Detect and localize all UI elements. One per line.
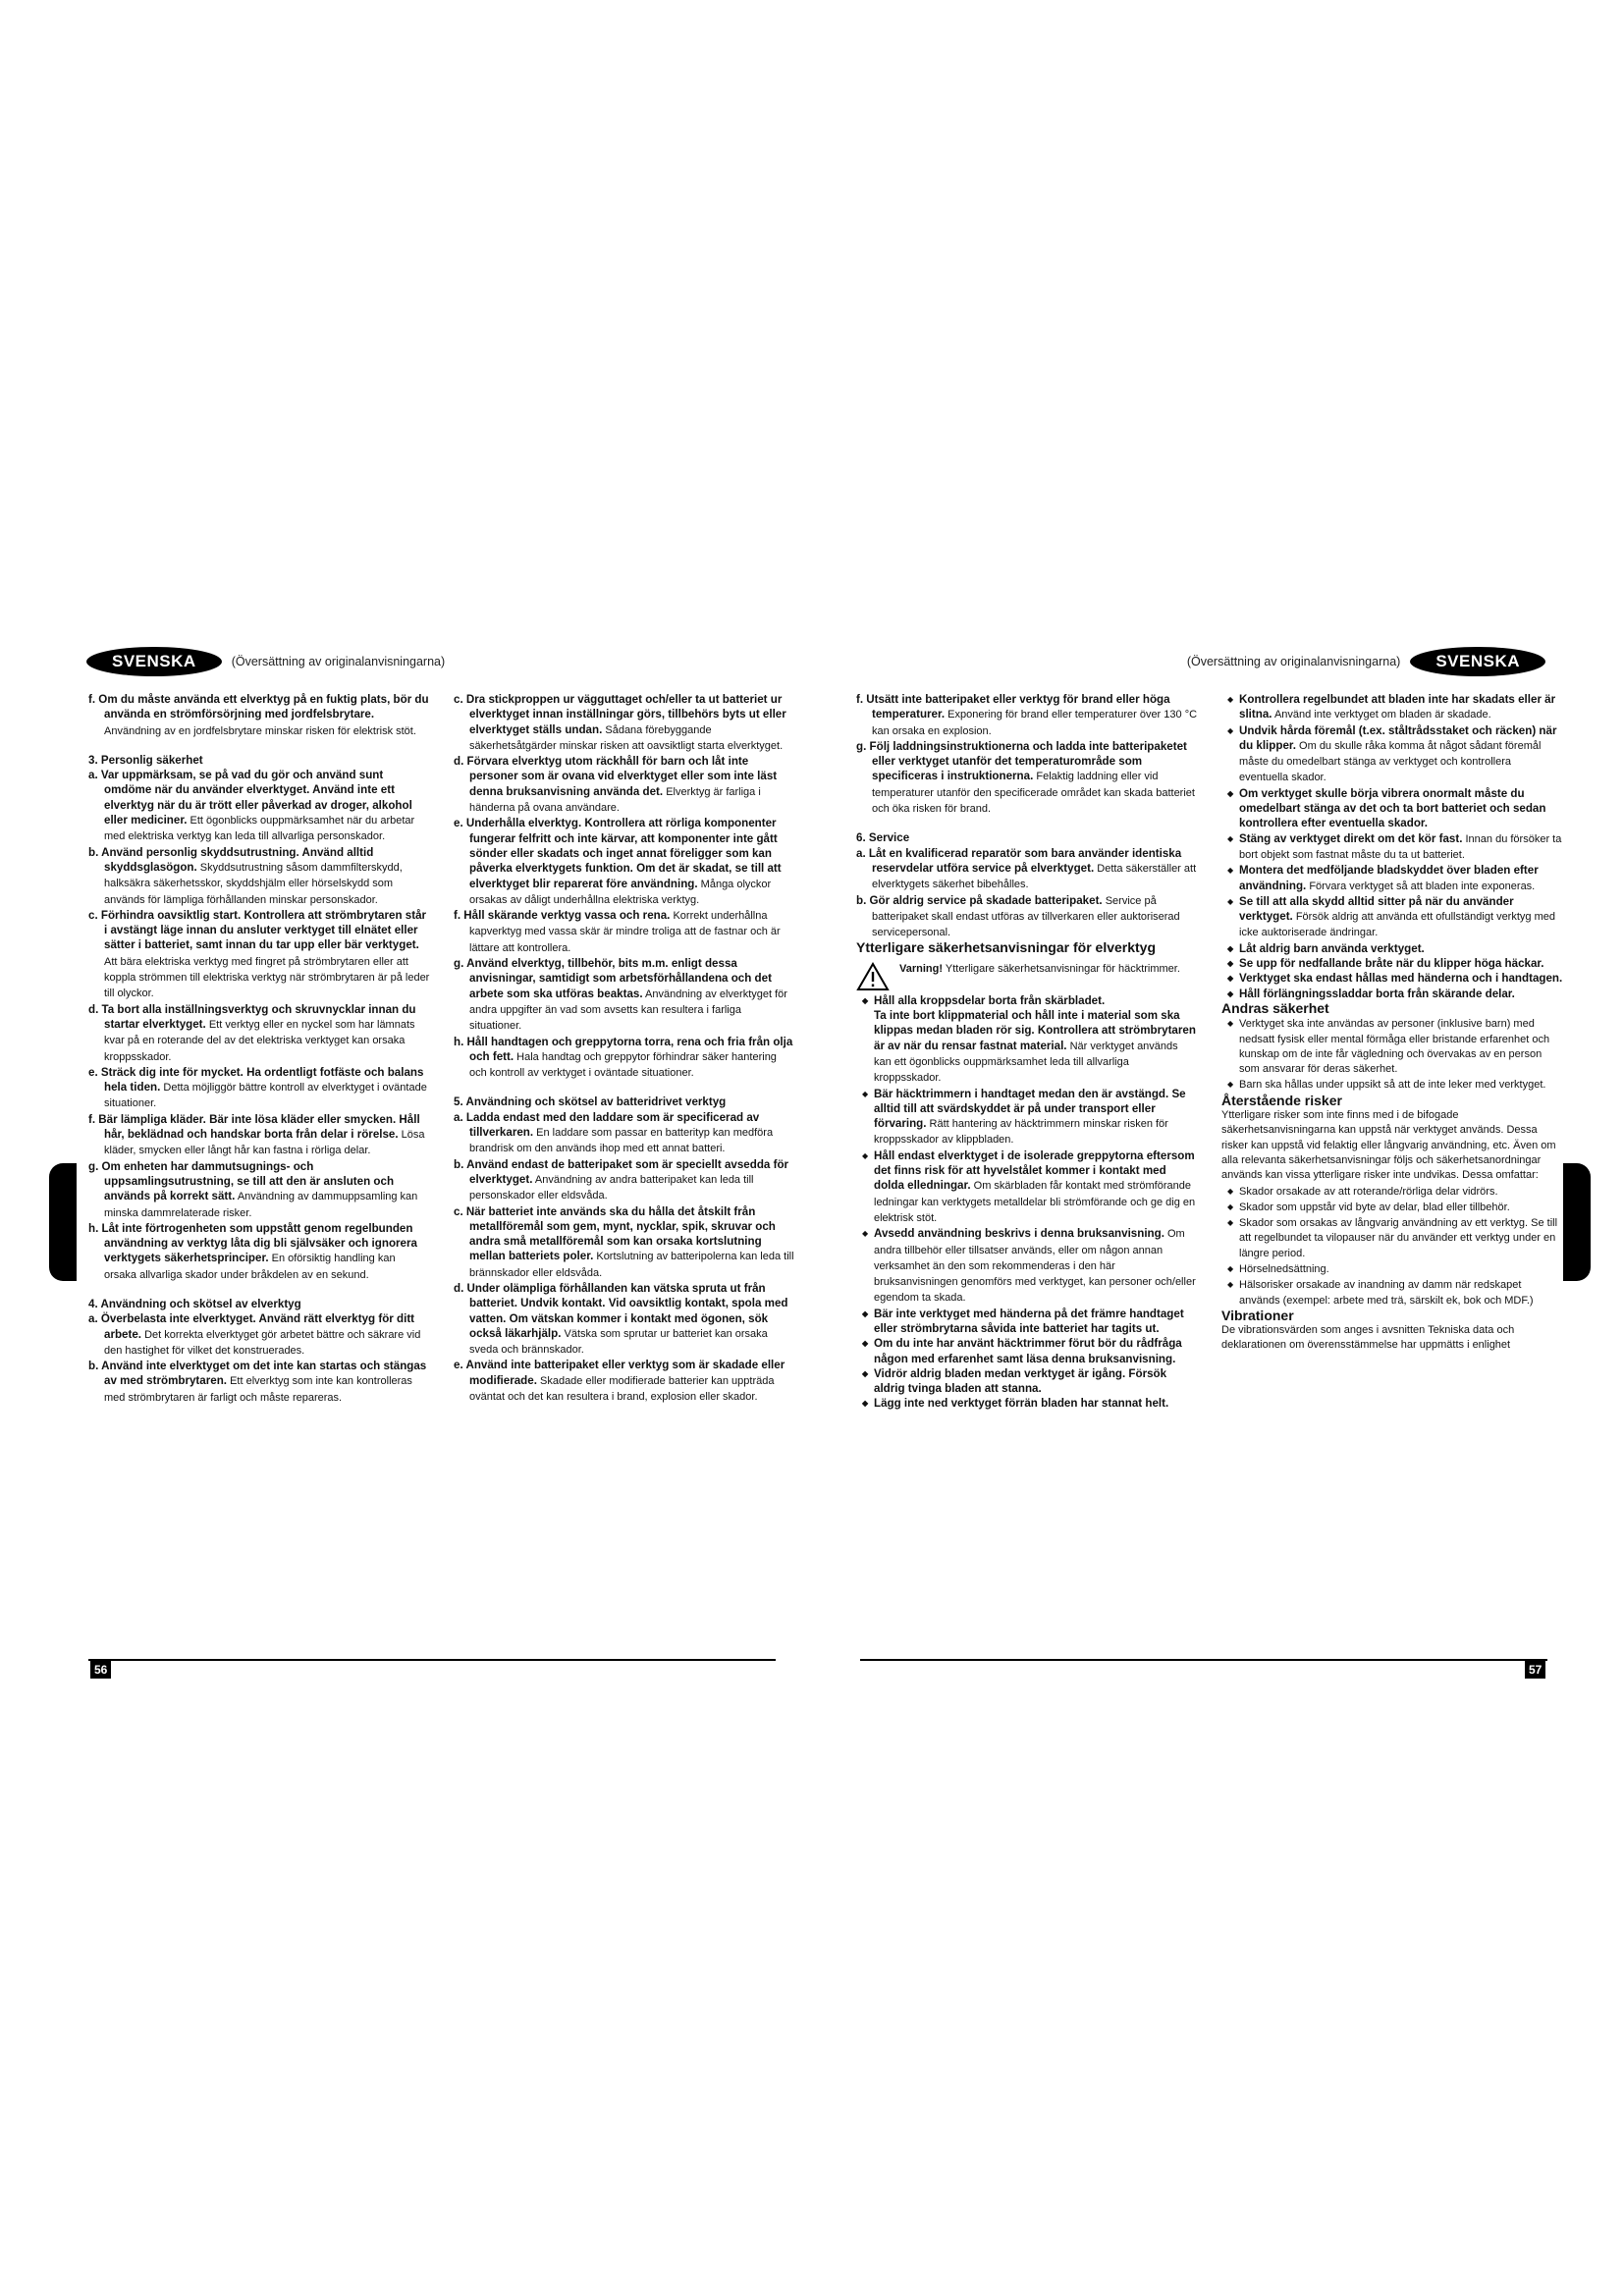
- paragraph: [454, 1110, 795, 1157]
- paragraph: [454, 908, 795, 956]
- warning-block: [856, 962, 1198, 991]
- section-heading: Andras säkerhet: [1221, 999, 1329, 1016]
- bullet-item: ◆ Skador orsakade av att roterande/rörliga delar vidrörs.: [1221, 1184, 1563, 1200]
- bold-text: g. Om enheten har dammutsugnings- och uppsamlingsutrustning, se till att den är ansluten och används på korrekt sätt.: [88, 1159, 395, 1203]
- page-number-right: 57: [1525, 1661, 1545, 1679]
- bold-text: d. Ta bort alla inställningsverktyg och skruvnycklar innan du startar elverktyget.: [88, 1002, 416, 1031]
- paragraph: [856, 893, 1198, 941]
- section-title: 6. Service: [856, 831, 910, 845]
- bold-text: Bär häcktrimmern i handtaget medan den är avstängd. Se alltid till att svärdskyddet är på under transport eller förvaring.: [874, 1087, 1186, 1131]
- bullet-item: [1221, 692, 1563, 723]
- bullet-item: ◆ Om verktyget skulle börja vibrera onormalt måste du omedelbart stänga av det och ta bort batteriet och sedan kontrollera efter eventuella skador.: [1221, 786, 1563, 831]
- bullet-item: [856, 1148, 1198, 1226]
- bullet-item: ◆ Lägg inte ned verktyget förrän bladen har stannat helt.: [856, 1396, 1198, 1411]
- paragraph: [856, 846, 1198, 893]
- language-badge-left: SVENSKA: [86, 647, 222, 676]
- paragraph: [454, 692, 795, 754]
- bullet-item: ◆ Hälsorisker orsakade av inandning av damm när redskapet används (exempel: arbete med trä, särskilt ek, bok och MDF.): [1221, 1277, 1563, 1308]
- bold-text: f. Håll skärande verktyg vassa och rena.: [454, 909, 671, 923]
- body-text: Ett ögonblicks ouppmärksamhet när du arbetar med elektriska verktyg kan leda till allvarliga personskador.: [104, 815, 415, 843]
- paragraph: [88, 1359, 430, 1406]
- thumb-tab-right: [1563, 1163, 1591, 1281]
- bold-text: Ta inte bort klippmaterial och håll inte i material som ska klippas medan bladen rör sig. Kontrollera att strömbrytaren är av när du rensar fastnat material.: [874, 1009, 1196, 1052]
- section-title: 3. Personlig säkerhet: [88, 753, 203, 767]
- paragraph: [88, 1112, 430, 1159]
- body-text: Förvara verktyget så att bladen inte exponeras.: [1306, 880, 1536, 892]
- body-text: Ytterligare säkerhetsanvisningar för häcktrimmer.: [943, 962, 1180, 975]
- bold-text: c. När batteriet inte används ska du hålla det åtskilt från metallföremål som gem, mynt, nycklar, spik, skruvar och andra små metallföremål som kan orsaka kortslutning mellan batteriets poler.: [454, 1204, 776, 1263]
- translation-note-left: (Översättning av originalanvisningarna): [231, 655, 446, 668]
- bullet-item: [1221, 831, 1563, 864]
- translation-note-right: (Översättning av originalanvisningarna): [1186, 655, 1401, 668]
- body-text: Ett elverktyg som inte kan kontrolleras med strömbrytaren är farligt och måste repareras.: [104, 1375, 412, 1404]
- body-text: Korrekt underhållna kapverktyg med vassa skär är mindre troliga att de fastnar och är lättare att kontrollera.: [469, 910, 781, 954]
- paragraph: [88, 1159, 430, 1221]
- footer-rule-right: [860, 1659, 1547, 1661]
- bullet-item: ◆ Håll alla kroppsdelar borta från skärbladet.: [856, 993, 1198, 1008]
- body-text: Det korrekta elverktyget gör arbetet bättre och säkrare vid den hastighet för vilket det konstruerades.: [104, 1328, 421, 1357]
- body-text: Lösa kläder, smycken eller långt hår kan fastna i rörliga delar.: [104, 1129, 425, 1157]
- bold-text: h. Låt inte förtrogenheten som uppstått genom regelbunden användning av verktyg låta dig bli självsäker och ignorera verktygets säkerhetsprinciper.: [88, 1221, 417, 1265]
- body-text: Service på batteripaket skall endast utföras av tillverkaren eller auktoriserad servicepersonal.: [872, 894, 1180, 939]
- body-text: Skyddsutrustning såsom dammfilterskydd, halksäkra säkerhetsskor, skyddshjälm eller hörselskydd som används för lämpliga förhållanden minskar personskador.: [104, 861, 403, 906]
- bold-text: Montera det medföljande bladskyddet över bladen efter användning.: [1239, 864, 1539, 892]
- bold-text: c. Förhindra oavsiktlig start. Kontrollera att strömbrytaren står i avstängt läge innan du ansluter verktyget till elnätet eller sätter i batteriet, samt innan du tar upp eller bär verktyget.: [88, 908, 427, 952]
- column-3: [856, 692, 1198, 1412]
- paragraph: [454, 1358, 795, 1405]
- bold-text: d. Förvara elverktyg utom räckhåll för barn och låt inte personer som är ovana vid elverktyget eller som inte läst denna bruksanvisning använda det.: [454, 755, 778, 798]
- section-heading: Vibrationer: [1221, 1307, 1294, 1323]
- bold-text: h. Håll handtagen och greppytorna torra, rena och fria från olja och fett.: [454, 1035, 793, 1063]
- bold-text: f. Bär lämpliga kläder. Bär inte lösa kläder eller smycken. Håll hår, beklädnad och handskar borta från delar i rörelse.: [88, 1112, 420, 1142]
- bold-text: Se till att alla skydd alltid sitter på när du använder verktyget.: [1239, 894, 1514, 924]
- bold-text: Håll endast elverktyget i de isolerade greppytorna eftersom det finns risk för att hyvelstålet kommer i kontakt med dolda elledningar.: [874, 1148, 1195, 1193]
- body-text: En laddare som passar en batterityp kan medföra brandrisk om den används ihop med ett annat batteri.: [469, 1127, 774, 1155]
- body-text: Användning av elverktyget för andra uppgifter än vad som avsetts kan resultera i farliga situationer.: [469, 988, 787, 1033]
- paragraph: [454, 1157, 795, 1204]
- bold-text: b. Använd inte elverktyget om det inte kan startas och stängas av med strömbrytaren.: [88, 1360, 427, 1388]
- bullet-item: ◆ Bär inte verktyget med händerna på det främre handtaget eller strömbrytarna såvida inte batteriet har tagits ut.: [856, 1307, 1198, 1337]
- bullet-item: ◆ Se upp för nedfallande bråte när du klipper höga häckar.: [1221, 956, 1563, 971]
- warning-triangle-icon: [856, 962, 890, 991]
- page-number-left: 56: [90, 1661, 111, 1679]
- body-text: Kortslutning av batteripolerna kan leda till brännskador eller eldsvåda.: [469, 1251, 794, 1279]
- bold-text: Avsedd användning beskrivs i denna bruksanvisning.: [874, 1227, 1164, 1241]
- body-text: Att bära elektriska verktyg med fingret på strömbrytaren eller att koppla strömmen till elektriska verktyg när strömbrytaren är på leder till olyckor.: [104, 955, 430, 1000]
- body-text: Elverktyg är farliga i händerna på ovana användare.: [469, 785, 761, 815]
- paragraph: [88, 1002, 430, 1065]
- body-text: Om andra tillbehör eller tillsatser används, eller om någon annan verksamhet än den som rekommenderas i den här bruksanvisningen genomförs med verktyget, kan personer och/eller egendom ta skada.: [874, 1228, 1196, 1305]
- bold-text: Kontrollera regelbundet att bladen inte har skadats eller är slitna.: [1239, 693, 1556, 721]
- section-title: 4. Användning och skötsel av elverktyg: [88, 1297, 301, 1310]
- bullet-item: ◆ Vidrör aldrig bladen medan verktyget är igång. Försök aldrig tvinga bladen att stanna.: [856, 1366, 1198, 1397]
- body-text: Användning av en jordfelsbrytare minskar risken för elektrisk stöt.: [104, 724, 416, 737]
- bullet-item: ◆ Barn ska hållas under uppsikt så att de inte leker med verktyget.: [1221, 1077, 1563, 1093]
- bold-text: e. Använd inte batteripaket eller verktyg som är skadade eller modifierade.: [454, 1359, 785, 1387]
- bullet-item: ◆ Skador som uppstår vid byte av delar, blad eller tillbehör.: [1221, 1200, 1563, 1215]
- paragraph: [454, 1035, 795, 1082]
- body-text: Användning av andra batteripaket kan leda till personskador eller eldsvåda.: [469, 1173, 754, 1202]
- body-text: Användning av dammuppsamling kan minska dammrelaterade risker.: [104, 1191, 418, 1219]
- body-text: Försök aldrig att använda ett ofullständigt verktyg med icke auktoriserade ändringar.: [1239, 911, 1555, 939]
- bold-text: a. Var uppmärksam, se på vad du gör och använd sunt omdöme när du använder elverktyget. Använd inte ett elverktyg när du är trött eller påverkad av droger, alkohol eller mediciner.: [88, 769, 412, 828]
- header-right: [1177, 648, 1545, 675]
- paragraph: [88, 768, 430, 844]
- paragraph: De vibrationsvärden som anges i avsnitten Tekniska data och deklarationen om överensstämmelse har uppmätts i enlighet: [1221, 1324, 1515, 1352]
- bold-text: f. Om du måste använda ett elverktyg på en fuktig plats, bör du använda en strömförsörjning med jordfelsbrytare.: [88, 693, 429, 721]
- body-text: Innan du försöker ta bort objekt som fastnat måste du ta ut batteriet.: [1239, 832, 1562, 861]
- bullet-item: ◆ Låt aldrig barn använda verktyget.: [1221, 941, 1563, 956]
- bullet-item: ◆ Om du inte har använt häcktrimmer förut bör du rådfråga någon med erfarenhet samt läsa denna bruksanvisning.: [856, 1336, 1198, 1366]
- bold-text: b. Använd endast de batteripaket som är speciellt avsedda för elverktyget.: [454, 1157, 789, 1186]
- bullet-item: [1221, 894, 1563, 941]
- bold-text: b. Använd personlig skyddsutrustning. Använd alltid skyddsglasögon.: [88, 845, 374, 874]
- bold-text: a. Låt en kvalificerad reparatör som bara använder identiska reservdelar utföra service på elverktyget.: [856, 846, 1182, 875]
- paragraph: [454, 956, 795, 1034]
- column-4: [1221, 692, 1563, 1412]
- bold-text: a. Ladda endast med den laddare som är specificerad av tillverkaren.: [454, 1110, 760, 1140]
- body-text: Använd inte verktyget om bladen är skadade.: [1272, 709, 1491, 721]
- paragraph: [856, 692, 1198, 739]
- bullet-item: ◆ Hörselnedsättning.: [1221, 1261, 1563, 1277]
- bullet-item: [856, 1087, 1198, 1148]
- paragraph: [88, 1065, 430, 1112]
- paragraph: [88, 845, 430, 908]
- body-text: Ett verktyg eller en nyckel som har lämnats kvar på en roterande del av det elektriska verktyget kan orsaka kroppsskador.: [104, 1018, 415, 1063]
- paragraph: [88, 908, 430, 1002]
- bold-text: c. Dra stickproppen ur vägguttaget och/eller ta ut batteriet ur elverktyget innan inställningar görs, tillbehörs byts ut eller elverktyget ställs undan.: [454, 693, 786, 736]
- body-text: Rätt hantering av häcktrimmern minskar risken för kroppsskador av klippbladen.: [874, 1118, 1168, 1147]
- body-text: När verktyget används kan ett ögonblicks ouppmärksamhet leda till allvarliga kroppsskador.: [874, 1040, 1178, 1085]
- section-heading: Ytterligare säkerhetsanvisningar för elverktyg: [856, 939, 1157, 956]
- column-1: [88, 692, 430, 1406]
- paragraph: [88, 692, 430, 739]
- body-text: En oförsiktig handling kan orsaka allvarliga skador under bråkdelen av en sekund.: [104, 1253, 396, 1281]
- bullet-item: [856, 1226, 1198, 1306]
- bullet-item: ◆ Verktyget ska inte användas av personer (inklusive barn) med nedsatt fysisk eller mental förmåga eller bristande erfarenhet och kunskap om de inte får vägledning och övervakas av en person som ansvarar för deras säkerhet.: [1221, 1016, 1563, 1077]
- body-text: Sådana förebyggande säkerhetsåtgärder minskar risken att oavsiktligt starta elverktyget.: [469, 723, 784, 752]
- bullet-item: ◆ Håll förlängningssladdar borta från skärande delar.: [1221, 987, 1563, 1001]
- paragraph: Ytterligare risker som inte finns med i de bifogade säkerhetsanvisningarna kan uppstå när verktyget används. Dessa risker kan uppstå vid felaktig eller långvarig användning, etc. Även om alla relevanta säkerhetsanvisningar följs och säkerhetsanordningar används kan vissa ytterligare risker inte undvikas. Dessa omfattar:: [1221, 1109, 1556, 1182]
- section-heading: Återstående risker: [1221, 1092, 1342, 1108]
- section-title: 5. Användning och skötsel av batteridrivet verktyg: [454, 1095, 727, 1109]
- footer-rule-left: [88, 1659, 776, 1661]
- body-text: Många olyckor orsakas av dåligt underhållna elektriska verktyg.: [469, 878, 772, 906]
- body-text: Felaktig laddning eller vid temperaturer utanför den specificerade området kan skada batteriet och öka risken för brand.: [872, 771, 1195, 816]
- warning-text: [899, 962, 1180, 991]
- bullet-item: [1221, 863, 1563, 894]
- body-text: Exponering för brand eller temperaturer över 130 °C kan orsaka en explosion.: [872, 709, 1198, 737]
- bold-text: g. Använd elverktyg, tillbehör, bits m.m. enligt dessa anvisningar, samtidigt som arbetsförhållandena och det arbete som ska utföras beaktas.: [454, 957, 772, 1000]
- paragraph: [454, 1281, 795, 1358]
- paragraph: [856, 1008, 1198, 1086]
- header-left: [86, 648, 455, 675]
- bold-text: f. Utsätt inte batteripaket eller verktyg för brand eller höga temperaturer.: [856, 693, 1170, 721]
- paragraph: [454, 1204, 795, 1281]
- bold-text: g. Följ laddningsinstruktionerna och ladda inte batteripaketet eller verktyget utanför det temperaturområde som specificeras i instruktionerna.: [856, 739, 1187, 783]
- bold-text: e. Sträck dig inte för mycket. Ha ordentligt fotfäste och balans hela tiden.: [88, 1065, 424, 1095]
- bullet-item: ◆ Verktyget ska endast hållas med händerna och i handtagen.: [1221, 971, 1563, 986]
- paragraph: [88, 1311, 430, 1359]
- bold-text: b. Gör aldrig service på skadade batteripaket.: [856, 893, 1103, 907]
- body-text: Detta säkerställer att elverktygets säkerhet bibehålles.: [872, 862, 1197, 891]
- language-badge-right: SVENSKA: [1410, 647, 1545, 676]
- body-text: Om skärbladen får kontakt med strömförande ledningar kan verktygets metalldelar bli strömförande och ge dig en elektrisk stöt.: [874, 1180, 1196, 1224]
- bold-text: Undvik hårda föremål (t.ex. ståltrådsstaket och räcken) när du klipper.: [1239, 723, 1557, 752]
- body-text: Hala handtag och greppytor förhindrar säker hantering och kontroll av verktyget i oväntade situationer.: [469, 1050, 777, 1080]
- body-text: Vätska som sprutar ur batteriet kan orsaka sveda och brännskador.: [469, 1327, 768, 1357]
- warning-label: Varning!: [899, 962, 944, 975]
- column-2: [454, 692, 795, 1406]
- body-text: Skadade eller modifierade batterier kan uppträda oväntat och det kan resultera i brand, explosion eller skador.: [469, 1374, 775, 1404]
- right-page: [856, 692, 1563, 1412]
- bullet-item: ◆ Skador som orsakas av långvarig användning av ett verktyg. Se till att regelbundet ta vilopauser när du använder ett verktyg under en längre period.: [1221, 1215, 1563, 1261]
- bold-text: a. Överbelasta inte elverktyget. Använd rätt elverktyg för ditt arbete.: [88, 1312, 415, 1341]
- bullet-item: [1221, 723, 1563, 786]
- left-page: [88, 692, 795, 1406]
- body-text: Detta möjliggör bättre kontroll av elverktyget i oväntade situationer.: [104, 1082, 427, 1110]
- paragraph: [88, 1221, 430, 1283]
- bold-text: Stäng av verktyget direkt om det kör fast.: [1239, 831, 1463, 845]
- paragraph: [454, 754, 795, 816]
- thumb-tab-left: [49, 1163, 77, 1281]
- bold-text: d. Under olämpliga förhållanden kan vätska spruta ut från batteriet. Undvik kontakt. Vid oavsiktlig kontakt, spola med vatten. Om vätskan kommer i kontakt med ögonen, sök också läkarhjälp.: [454, 1281, 788, 1340]
- bold-text: e. Underhålla elverktyg. Kontrollera att rörliga komponenter fungerar felfritt och inte kärvar, att komponenter inte gått sönder eller skadats och inget annat föreligger som kan påverka elverktygets funktion. Om det är skadat, se till att elverktyget blir reparerat före användning.: [454, 817, 782, 890]
- paragraph: [454, 816, 795, 908]
- paragraph: [856, 739, 1198, 817]
- body-text: Om du skulle råka komma åt något sådant föremål måste du omedelbart stänga av verktyget och kontrollera eventuella skador.: [1239, 739, 1542, 784]
